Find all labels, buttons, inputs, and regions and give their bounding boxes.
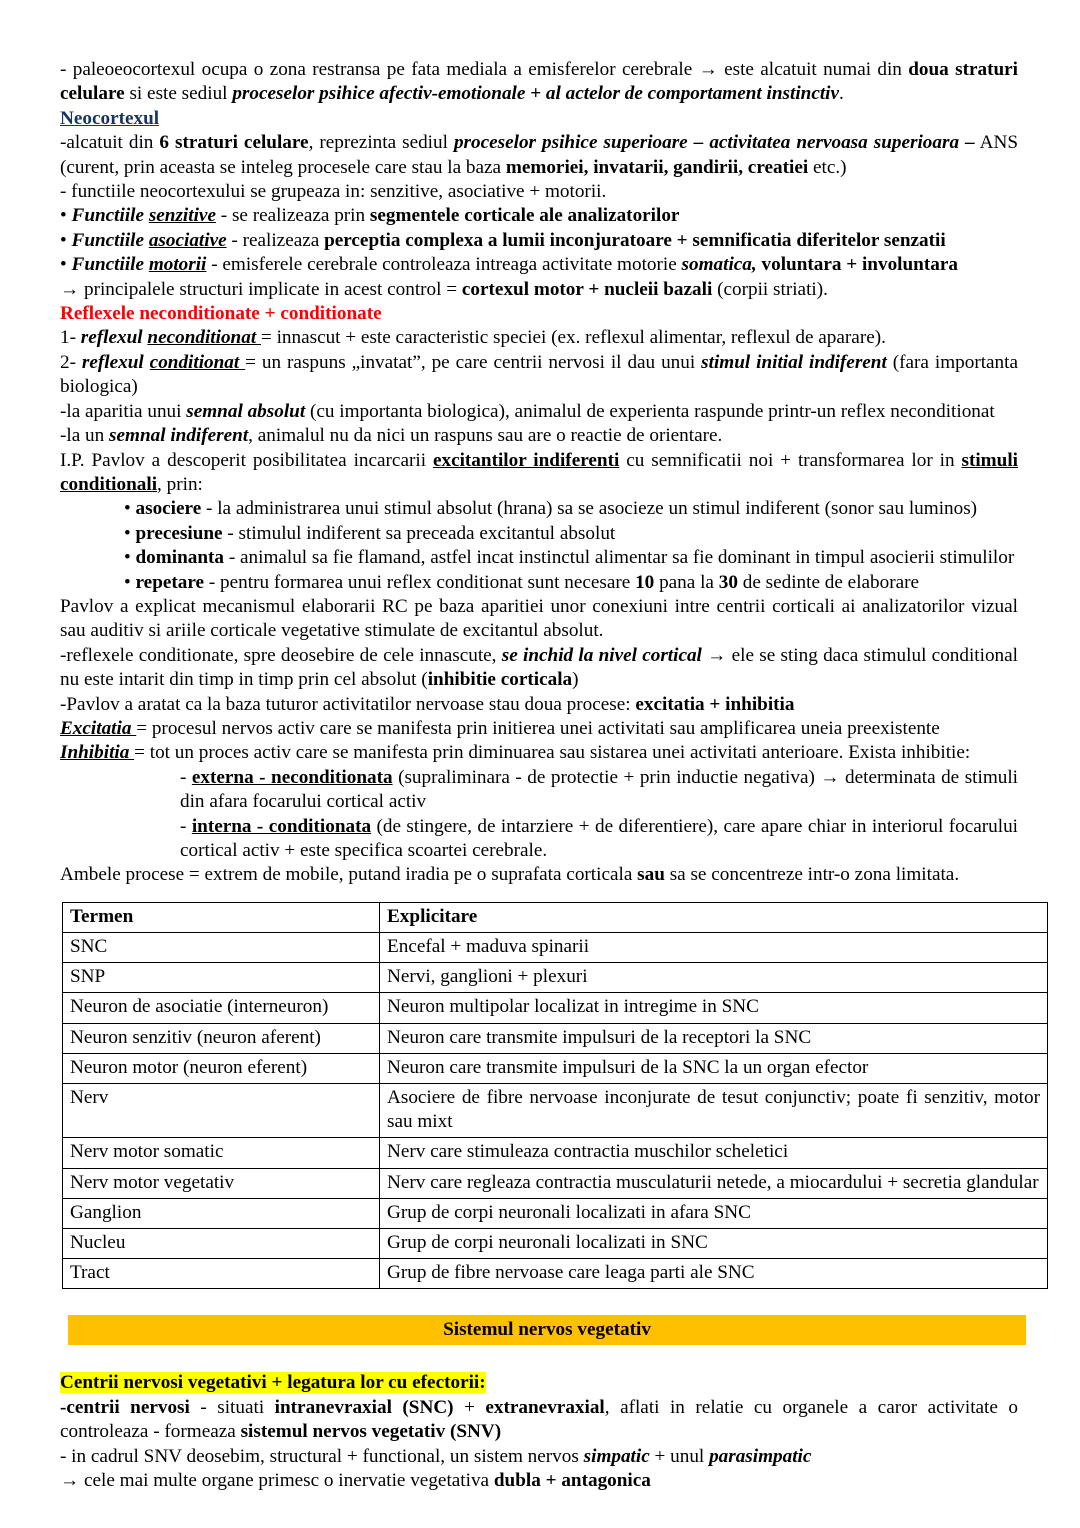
text-run: , prin: [157,473,203,495]
bullet-dominanta [60,546,1018,570]
text-run: - animalul sa fie flamand, astfel incat instinctul alimentar sa fie dominant in timpul asocierii stimulilor [224,547,1015,569]
text-run: - situati [189,1396,275,1418]
text-run: (de stingere, de intarziere + de diferentiere), care apare chiar in interiorul focarului cortical activ + este specifica scoartei cerebrale. [180,815,1018,861]
dash-glyph: - [180,766,192,788]
text-bold-italic: simpatic [583,1445,650,1467]
text-bold: -centrii nervosi [60,1396,190,1418]
text-run: . [839,83,844,105]
text-bold-underline: externa - neconditionata [191,766,393,788]
text-bold-italic-underline: Inhibitia [60,742,135,764]
text-run: -alcatuit din [60,132,160,154]
text-bold: sau [637,864,665,886]
paragraph-doua-procese [60,693,1018,717]
bullet-functii-motorii [60,253,1018,277]
text-run: - in cadrul SNV deosebim, structural + functional, un sistem nervos [60,1445,584,1467]
text-run: (fara importanta biologica) [60,351,1019,398]
cell-explanation: Grup de corpi neuronali localizati in SNC [380,1229,1048,1259]
text-run: (corpii striati). [712,278,828,300]
text-bold-number: 10 [635,571,655,593]
cell-explanation: Neuron care transmite impulsuri de la receptori la SNC [380,1023,1048,1053]
text-run: = innascut + este caracteristic speciei (ex. reflexul alimentar, reflexul de aparare). [260,327,886,349]
heading-text: Reflexele neconditionate + conditionate [60,303,382,325]
bullet-functii-senzitive [60,204,1018,228]
paragraph-paleoeocortex [60,58,1018,107]
paragraph-ambele-procese [60,863,1018,887]
text-run: -Pavlov a aratat ca la baza tuturor activitatilor nervoase stau doua procese: [60,693,636,715]
text-run: = procesul nervos activ care se manifesta prin initierea unei activitati sau amplificarea uneia preexistente [136,717,940,739]
text-run: - pentru formarea unui reflex conditionat sunt necesare [204,571,636,593]
text-bold: perceptia complexa a lumii inconjuratoare + semnificatia diferitelor senzatii [324,229,946,251]
text-bold-italic: semnal absolut [186,400,306,422]
text-bold: inhibitie corticala [427,669,573,691]
text-run: , aflati in relatie cu organele a caror activitate o controleaza - formeaza [60,1396,1018,1443]
bullet-glyph: • [124,571,136,593]
bullet-glyph: • [60,205,72,227]
text-run: - se realizeaza prin [215,205,370,227]
text-run: si este sediul [124,83,233,105]
text-run: cele mai multe organe primesc o inervatie vegetativa [79,1470,494,1492]
cell-term: Nerv motor vegetativ [63,1168,380,1198]
bullet-glyph: • [60,254,72,276]
paragraph-neocortex-desc [60,131,1018,180]
text-run: ) [572,669,579,691]
table-header-termen: Termen [63,902,380,932]
text-bold: excitatia + inhibitia [635,693,795,715]
text-run: - stimulul indiferent sa preceada excitantul absolut [222,522,616,544]
heading-reflexele [60,302,1018,326]
text-run: (cu importanta biologica), animalul de experienta raspunde printr-un reflex neconditionat [305,400,995,422]
text-bold: dubla + antagonica [493,1470,651,1492]
text-run: - paleoeocortexul ocupa o zona restransa pe fata mediala a emisferelor cerebrale [60,59,699,80]
text-bold-underline: interna - conditionata [191,815,372,837]
cell-term: Nucleu [63,1229,380,1259]
text-run: -reflexele conditionate, spre deosebire de cele innascute, [60,644,502,666]
text-run: 2- [60,351,82,373]
cell-explanation: Nerv care stimuleaza contractia muschilor scheletici [380,1138,1048,1168]
text-run: 1- [60,327,81,349]
bullet-precesiune [60,522,1018,546]
text-bold: segmentele corticale ale analizatorilor [369,205,680,227]
text-run: - la administrarea unui stimul absolut (hrana) sa se asocieze un stimul indiferent (sonor sau luminos) [201,498,978,520]
text-run: cu semnificatii noi + transformarea lor in [619,449,962,471]
text-bold-italic-underline: conditionat [149,351,246,373]
paragraph-centrii-nervosi [60,1396,1018,1445]
text-bold: extranevraxial [485,1396,605,1418]
text-run: ele se sting daca stimulul conditional nu este intarit din timp in timp prin cel absolut ( [60,644,1018,691]
text-bold-number: 30 [718,571,738,593]
text-run: etc.) [808,156,847,178]
cell-term: Tract [63,1259,380,1289]
text-bold-italic: stimul initial indiferent [701,351,887,373]
heading-neocortexul [60,107,1018,131]
bullet-functii-asociative [60,229,1018,253]
text-bold-italic: Functiile [71,205,149,227]
arrow-glyph: → [698,59,718,80]
paragraph-reflexe-cortical [60,644,1018,693]
bullet-glyph: • [124,522,136,544]
paragraph-pavlov-excitanti [60,449,1018,498]
text-run: pana la [654,571,719,593]
text-bold-italic-underline: Excitatia [60,717,137,739]
paragraph-semnal-indiferent [60,424,1018,448]
text-bold: memoriei, invatarii, gandirii, creatiei [505,156,809,178]
arrow-glyph: → [60,1470,80,1492]
text-run: + unul [649,1445,710,1467]
text-bold: intranevraxial (SNC) [274,1396,454,1418]
text-bold-italic: Functiile [71,254,149,276]
cell-term: SNP [63,963,380,993]
text-run: determinata de stimuli din afara focarului cortical activ [180,766,1018,813]
table-row [63,1259,1048,1289]
text-run: Ambele procese = extrem de mobile, putand iradia pe o suprafata corticala [60,864,638,886]
table-row [63,1053,1048,1083]
cell-explanation: Neuron care transmite impulsuri de la SNC la un organ efector [380,1053,1048,1083]
banner-title: Sistemul nervos vegetativ [443,1319,651,1341]
paragraph-functii-grupare: - functiile neocortexului se grupeaza in: senzitive, asociative + motorii. [60,181,607,203]
paragraph-semnal-absolut [60,400,1018,424]
text-bold-italic: somatica, [681,254,757,276]
text-run: - emisferele cerebrale controleaza intreaga activitate motorie [206,254,682,276]
cell-explanation: Encefal + maduva spinarii [380,933,1048,963]
item-inhibitie-interna [60,815,1018,864]
text-run: = un raspuns „invatat”, pe care centrii nervosi il dau unui [245,351,702,373]
arrow-glyph: → [701,644,732,666]
text-bold: precesiune [135,522,223,544]
table-row [63,1168,1048,1198]
text-run: este alcatuit numai din [717,59,909,80]
text-run: , animalul nu da nici un raspuns sau are o reactie de orientare. [248,425,723,447]
cell-term: SNC [63,933,380,963]
table-row [63,1023,1048,1053]
text-run: , reprezinta sediul [308,132,454,154]
text-bold-italic-underline: neconditionat [147,327,261,349]
text-bold-italic: se inchid la nivel cortical [501,644,702,666]
text-bold: dominanta [135,547,225,569]
text-run: sa se concentreze intr-o zona limitata. [664,864,960,886]
text-bold-underline: excitantilor indiferenti [432,449,620,471]
cell-term: Neuron motor (neuron eferent) [63,1053,380,1083]
paragraph-structuri-control [60,278,1018,302]
text-bold: 6 straturi celulare [159,132,309,154]
text-bold-italic: semnal indiferent [109,425,249,447]
paragraph-reflex-neconditionat [60,326,1018,350]
cell-explanation: Asociere de fibre nervoase inconjurate de tesut conjunctiv; poate fi senzitiv, motor sau mixt [380,1084,1048,1138]
cell-explanation: Grup de corpi neuronali localizati in afara SNC [380,1198,1048,1228]
paragraph-excitatia [60,717,1018,741]
text-bold-italic: reflexul [81,351,150,373]
table-row [63,963,1048,993]
bullet-glyph: • [124,498,136,520]
text-run: -la aparitia unui [60,400,187,422]
text-run: principalele structuri implicate in acest control = [79,278,462,300]
bullet-repetare [60,571,1018,595]
table-row [63,1138,1048,1168]
arrow-glyph: → [60,278,80,300]
text-bold-italic: parasimpatic [709,1445,812,1467]
text-run: I.P. Pavlov a descoperit posibilitatea incarcarii [60,449,433,471]
highlighted-heading-text: Centrii nervosi vegetativi + legatura lor cu efectorii: [60,1372,486,1394]
table-header-row [63,902,1048,932]
text-bold-italic: Functiile [71,229,149,251]
text-run: = tot un proces activ care se manifesta prin diminuarea sau sistarea unei activitati anterioare. Exista inhibitie: [134,742,971,764]
text-bold: doua straturi celulare [60,59,1018,105]
text-run: -la un [60,425,110,447]
table-row [63,1084,1048,1138]
paragraph-reflex-conditionat [60,351,1018,400]
cell-explanation: Grup de fibre nervoase care leaga parti ale SNC [380,1259,1048,1289]
heading-text: Neocortexul [60,107,160,129]
text-bold-italic: proceselor psihice superioare – activitatea nervoasa superioara – [453,132,975,154]
text-run: ANS (curent, prin aceasta se inteleg procesele care stau la baza [60,132,1019,178]
text-bold-italic-underline: motorii [148,254,207,276]
cell-term: Nerv motor somatic [63,1138,380,1168]
text-run: (supraliminara - de protectie + prin inductie negativa) [392,766,821,788]
bullet-asociere [60,497,1018,521]
cell-term: Neuron senzitiv (neuron aferent) [63,1023,380,1053]
paragraph-inhibitia [60,741,1018,765]
text-bold-italic-underline: asociative [148,229,227,251]
dash-glyph: - [180,815,192,837]
table-row [63,1229,1048,1259]
section-banner-sistemul-nervos-vegetativ [68,1315,1026,1345]
paragraph-inervatie-dubla [60,1469,1018,1493]
text-run: + [453,1396,486,1418]
table-row [63,933,1048,963]
text-bold: asociere [135,498,202,520]
text-bold-italic-underline: senzitive [148,205,216,227]
cell-explanation: Nerv care regleaza contractia musculaturii netede, a miocardului + secretia glandular [380,1168,1048,1198]
text-bold: sistemul nervos vegetativ (SNV) [240,1421,502,1443]
text-bold: cortexul motor + nucleii bazali [461,278,713,300]
arrow-glyph: → [820,766,840,788]
text-bold-underline: stimuli conditionali [60,449,1018,495]
bullet-glyph: • [60,229,72,251]
table-row [63,993,1048,1023]
text-bold: voluntara + involuntara [756,254,958,276]
table-row [63,1198,1048,1228]
item-inhibitie-externa [60,766,1018,815]
terms-table [62,902,1048,1290]
text-bold-italic: reflexul [80,327,148,349]
cell-explanation: Neuron multipolar localizat in intregime in SNC [380,993,1048,1023]
cell-explanation: Nervi, ganglioni + plexuri [380,963,1048,993]
text-run: de sedinte de elaborare [737,571,920,593]
paragraph-snv-simpatic [60,1445,1018,1469]
bullet-glyph: • [124,547,136,569]
text-run: - realizeaza [226,229,325,251]
cell-term: Ganglion [63,1198,380,1228]
paragraph-pavlov-mecanism: Pavlov a explicat mecanismul elaborarii RC pe baza aparitiei unor conexiuni intre centrii corticali ai analizatorilor vizual sau auditiv si ariile corticale vegetative stimulate de excitantul absolut. [60,595,1018,642]
cell-term: Nerv [63,1084,380,1138]
spacer [60,1345,1018,1371]
cell-term: Neuron de asociatie (interneuron) [63,993,380,1023]
heading-centrii-nervosi [60,1371,1018,1395]
text-bold: repetare [135,571,205,593]
text-bold-italic: proceselor psihice afectiv-emotionale + al actelor de comportament instinctiv [232,83,840,105]
table-header-explicitare: Explicitare [380,902,1048,932]
